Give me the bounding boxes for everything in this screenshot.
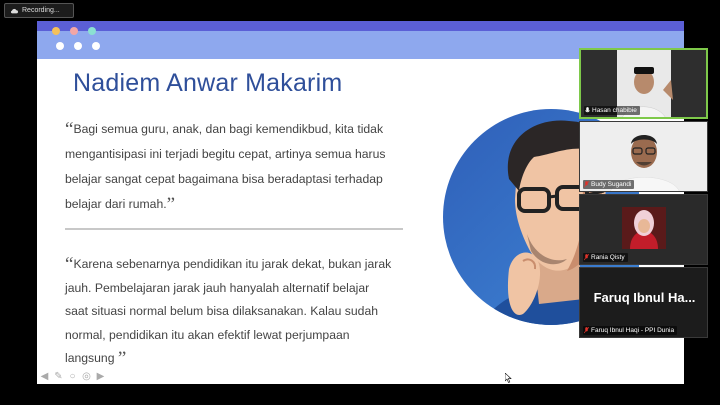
participant-tile-faruq[interactable]	[579, 267, 708, 338]
participant-panel	[579, 48, 708, 339]
zoom-icon[interactable]: ◎	[82, 371, 91, 382]
participant-name-label: Faruq Ibnul Haqi - PPI Dunia	[583, 326, 677, 335]
participant-tile-rania[interactable]	[579, 194, 708, 265]
slide-title: Nadiem Anwar Makarim	[73, 69, 343, 97]
quote-one-text: Bagi semua guru, anak, dan bagi kemendikbud, kita tidak mengantisipasi ini terjadi begitu cepat, artinya semua harus belajar sangat cepat bagaimana bisa beradaptasi terhadap belajar dari rumah.	[65, 122, 386, 211]
participant-tile-budy[interactable]	[579, 121, 708, 192]
previous-slide-icon[interactable]: ◀	[40, 371, 49, 382]
participant-display-name: Faruq Ibnul Ha...	[593, 290, 696, 305]
header-dot	[56, 42, 64, 50]
participant-name-label: Hasan chabibie	[584, 106, 640, 115]
presentation-toolbar	[39, 371, 106, 382]
mic-muted-icon	[584, 254, 589, 261]
cloud-record-icon	[10, 8, 18, 14]
recording-indicator[interactable]	[4, 3, 74, 18]
mic-on-icon	[585, 107, 590, 114]
pen-icon[interactable]: ✎	[54, 371, 63, 382]
pointer-icon[interactable]: ○	[69, 371, 76, 382]
header-dot	[88, 27, 96, 35]
quote-one: “Bagi semua guru, anak, dan bagi kemendikbud, kita tidak mengantisipasi ini terjadi begitu cepat, artinya semua harus belajar sangat cepat bagaimana bisa beradaptasi terhadap belajar dari rumah.”	[65, 119, 386, 215]
participant-tile-hasan[interactable]	[579, 48, 708, 119]
mic-muted-icon	[584, 181, 589, 188]
recording-label: Recording...	[22, 7, 60, 14]
header-dot	[70, 27, 78, 35]
header-dot	[92, 42, 100, 50]
quote-two-text: Karena sebenarnya pendidikan itu jarak dekat, bukan jarak jauh. Pembelajaran jarak jauh hanyalah alternatif belajar saat situasi normal belum bisa dilaksanakan. Kalau sudah normal, pendidikan itu akan efektif lewat perjumpaan langsung	[65, 257, 392, 365]
header-dot	[52, 27, 60, 35]
participant-name-label: Budy Sugandi	[583, 180, 634, 189]
next-slide-icon[interactable]: ▶	[96, 371, 105, 382]
quote-divider	[65, 228, 403, 230]
mouse-cursor-icon	[505, 373, 512, 383]
mic-muted-icon	[584, 327, 589, 334]
header-dot	[74, 42, 82, 50]
quote-two: “Karena sebenarnya pendidikan itu jarak dekat, bukan jarak jauh. Pembelajaran jarak jauh hanyalah alternatif belajar saat situasi normal belum bisa dilaksanakan. Kalau sudah normal, pendidikan itu akan efektif lewat perjumpaan langsung ”	[65, 254, 392, 369]
participant-name-label: Rania Qisty	[583, 253, 628, 262]
